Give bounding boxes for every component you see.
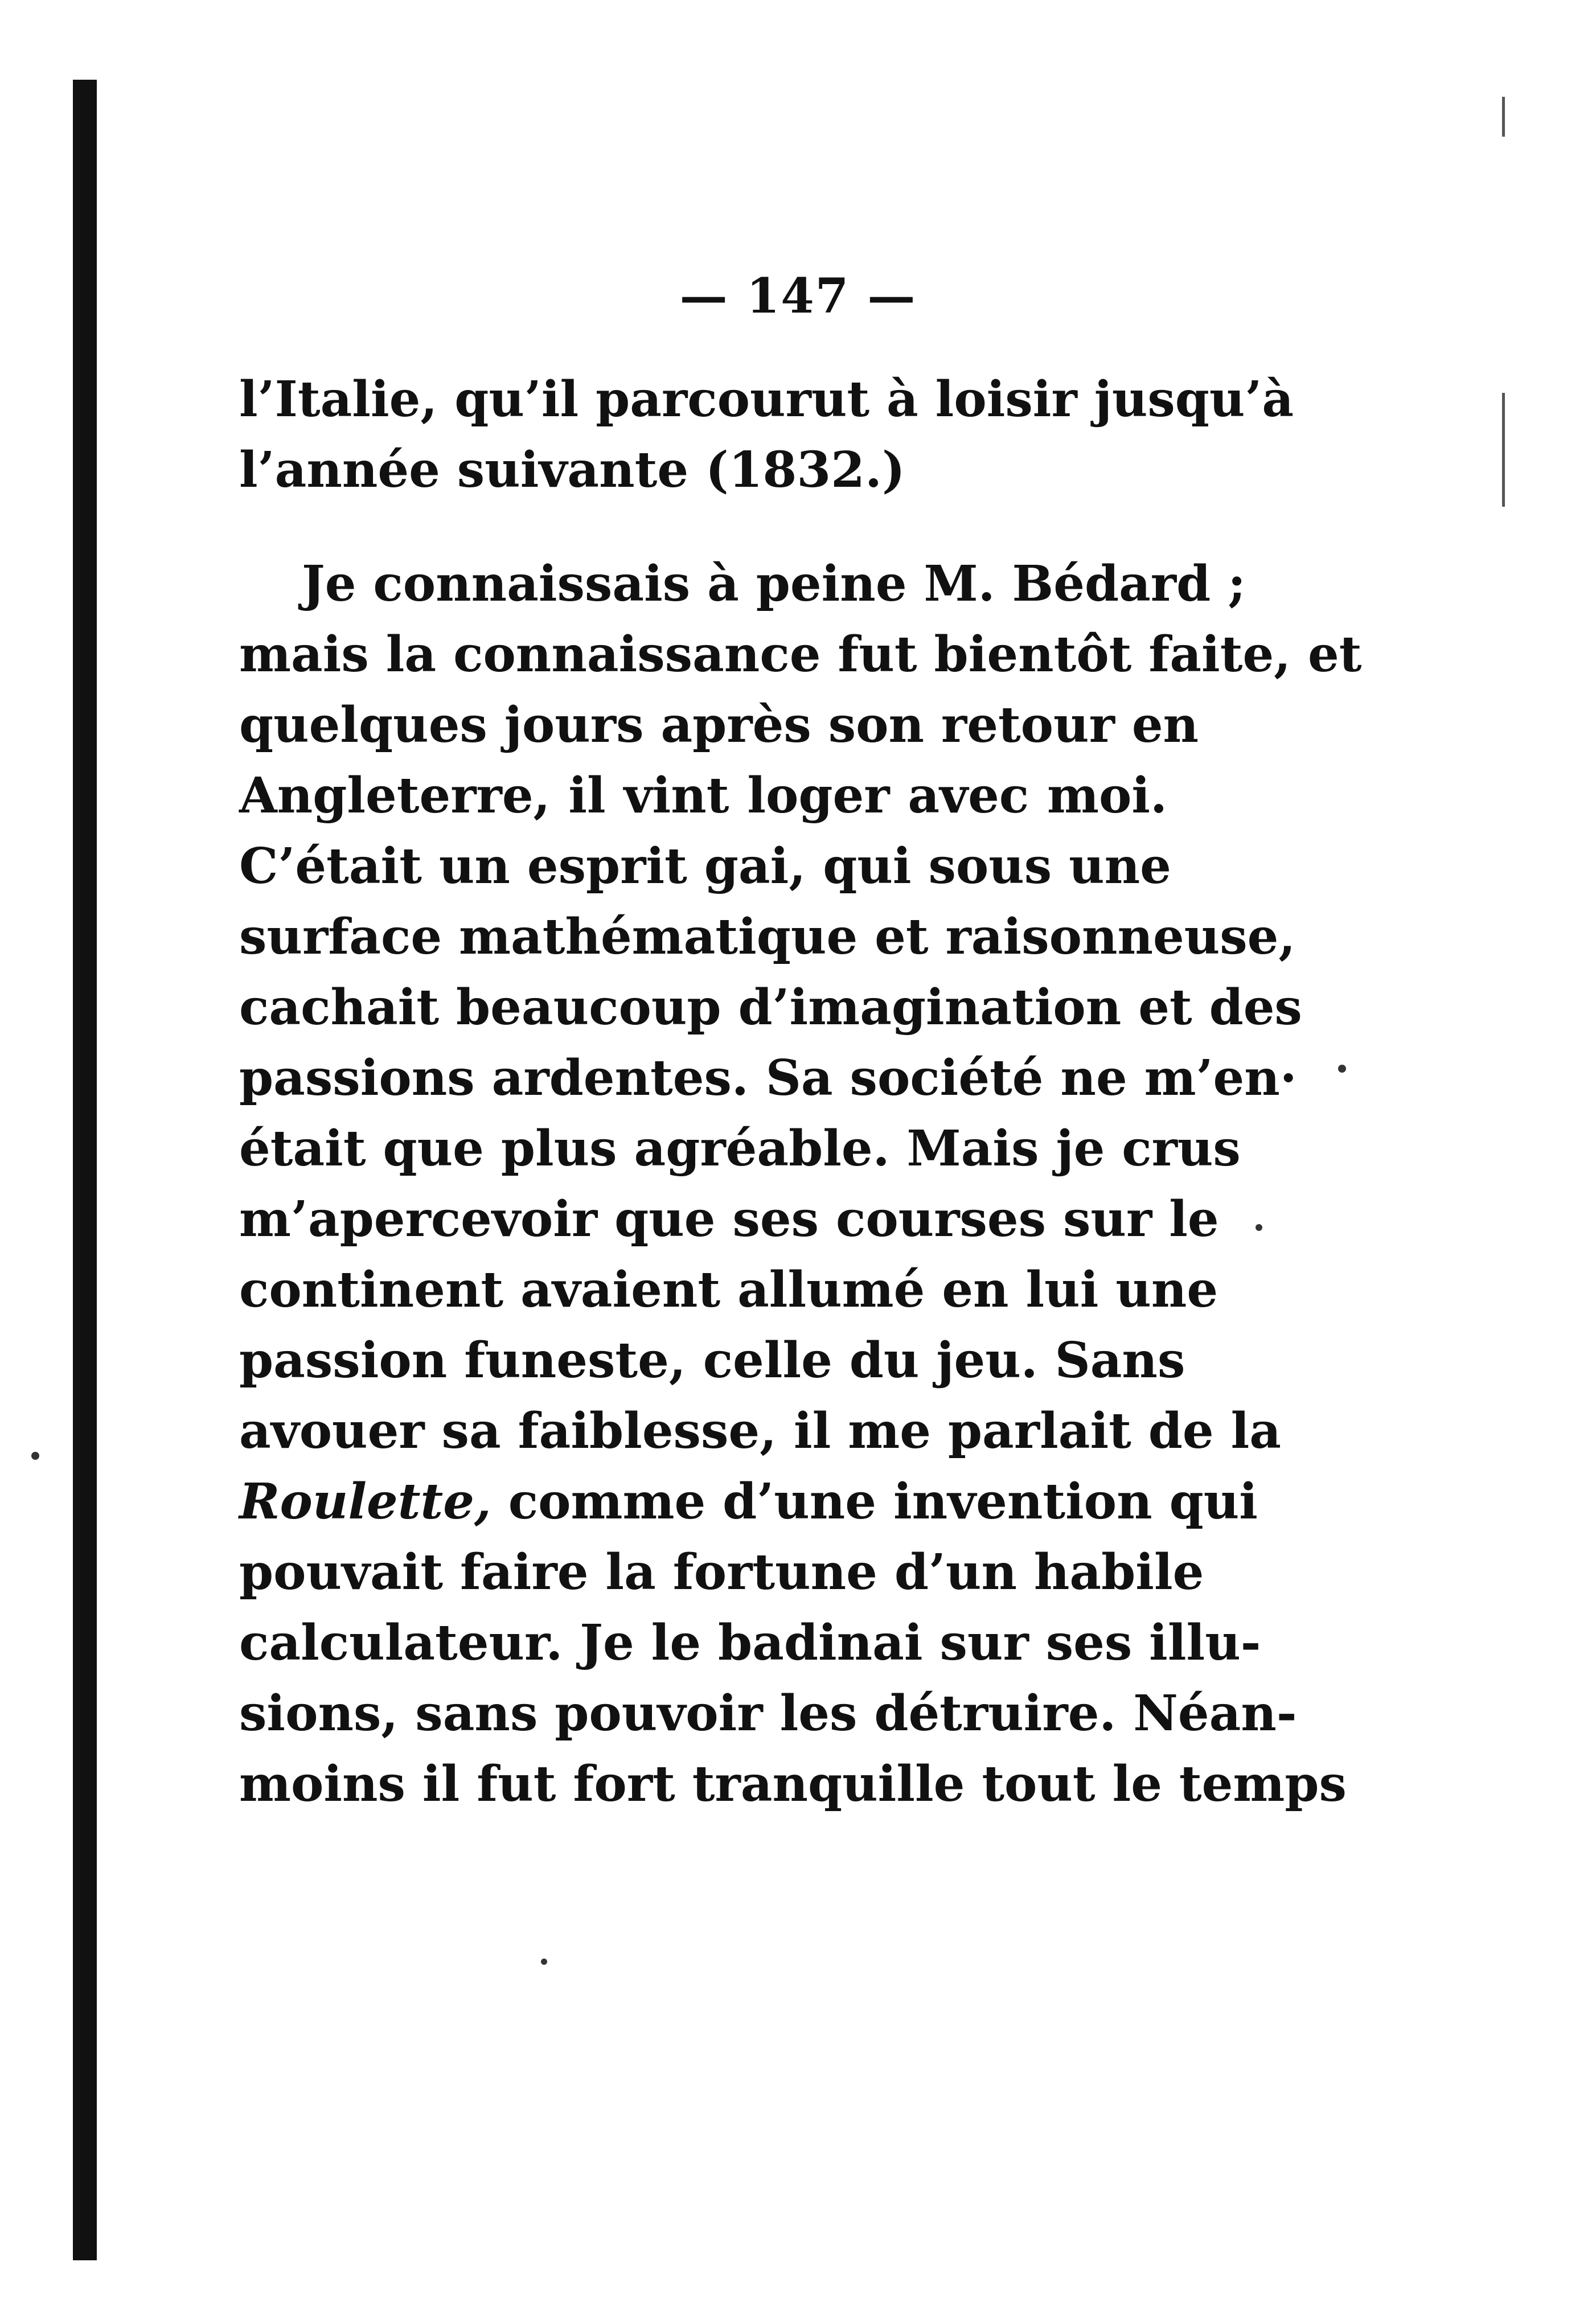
text-line: m’apercevoir que ses courses sur le — [239, 1191, 1219, 1248]
text-line: l’Italie, qu’il parcourut à loisir jusqu’à — [239, 371, 1294, 428]
binding-shadow — [73, 80, 97, 2260]
text-line: pouvait faire la fortune d’un habile — [239, 1543, 1204, 1601]
text-line: passions ardentes. Sa société ne m’en· — [239, 1049, 1297, 1107]
text-line: continent avaient allumé en lui une — [239, 1261, 1218, 1319]
text-line: sions, sans pouvoir les détruire. Néan- — [239, 1685, 1297, 1742]
text-line: Je connaissais à peine M. Bédard ; — [302, 555, 1246, 613]
text-line: l’année suivante (1832.) — [239, 441, 905, 499]
text-line: mais la connaissance fut bientôt faite, et — [239, 626, 1362, 683]
text-line: passion funeste, celle du jeu. Sans — [239, 1332, 1185, 1389]
text-span: comme d’une invention qui — [491, 1473, 1258, 1530]
text-line: était que plus agréable. Mais je crus — [239, 1120, 1241, 1177]
text-line: quelques jours après son retour en — [239, 696, 1199, 754]
print-speck — [1256, 1224, 1262, 1231]
text-line: avouer sa faiblesse, il me parlait de la — [239, 1402, 1281, 1460]
text-line: C’était un esprit gai, qui sous une — [239, 838, 1171, 895]
print-speck — [541, 1959, 547, 1965]
page-edge-mark — [1502, 97, 1505, 137]
print-speck — [1338, 1065, 1346, 1073]
body-text — [239, 364, 1362, 1820]
print-speck — [31, 1452, 39, 1460]
italic-word: Roulette, — [239, 1473, 491, 1530]
page-number: — 147 — — [679, 268, 917, 324]
text-line: Angleterre, il vint loger avec moi. — [239, 767, 1167, 824]
text-line: cachait beaucoup d’imagination et des — [239, 979, 1302, 1036]
text-line: calculateur. Je le badinai sur ses illu- — [239, 1614, 1261, 1672]
text-line: moins il fut fort tranquille tout le temps — [239, 1755, 1347, 1813]
page-edge-mark — [1502, 393, 1505, 507]
text-line: surface mathématique et raisonneuse, — [239, 908, 1296, 966]
text-line — [239, 1467, 1258, 1537]
paragraph-gap — [239, 506, 1167, 549]
